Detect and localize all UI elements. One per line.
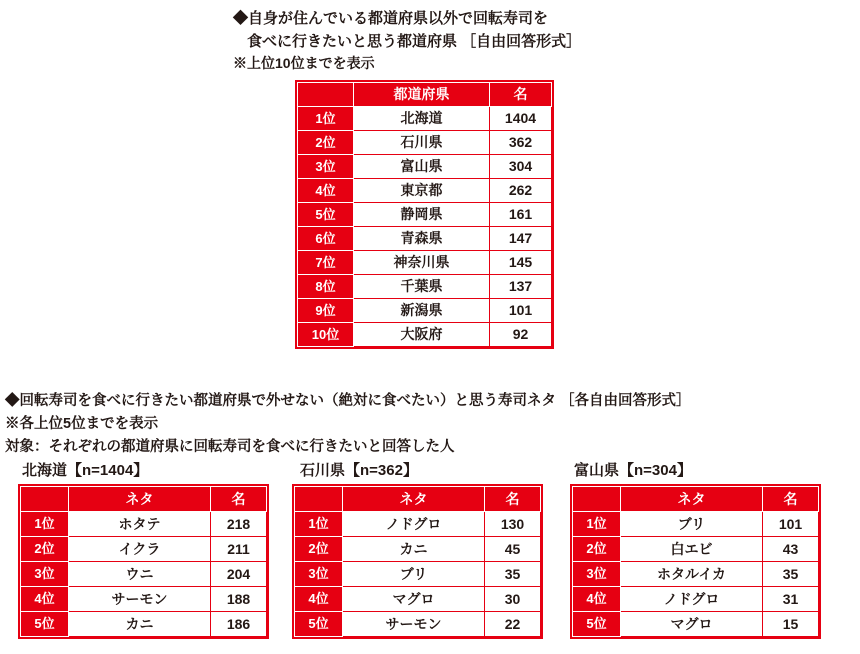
respondent-count: 35	[485, 562, 541, 587]
respondent-count: 22	[485, 612, 541, 637]
neta-ranking-table-container-toyama	[570, 484, 821, 639]
table-row	[295, 562, 541, 587]
prefecture-ranking-table	[297, 82, 552, 347]
column-header-rank	[298, 83, 354, 107]
neta-name: カニ	[343, 537, 485, 562]
top-heading-line-2: 食べに行きたいと思う都道府県 ［自由回答形式］	[247, 32, 582, 50]
rank-label: 2位	[21, 537, 69, 562]
table-row	[298, 251, 552, 275]
table-row	[21, 587, 267, 612]
neta-name: ブリ	[621, 512, 763, 537]
column-header-neta: ネタ	[621, 487, 763, 512]
neta-name: ノドグロ	[343, 512, 485, 537]
prefecture-name: 富山県	[354, 155, 490, 179]
table-row	[295, 512, 541, 537]
table-row	[298, 155, 552, 179]
rank-label: 3位	[295, 562, 343, 587]
rank-label: 5位	[21, 612, 69, 637]
table-row	[573, 537, 819, 562]
prefecture-name: 大阪府	[354, 323, 490, 347]
bottom-section-heading	[5, 390, 691, 460]
table-row	[573, 512, 819, 537]
respondent-count: 92	[490, 323, 552, 347]
header-row	[21, 487, 267, 512]
respondent-count: 45	[485, 537, 541, 562]
column-header-rank	[295, 487, 343, 512]
table-row	[573, 562, 819, 587]
respondent-count: 161	[490, 203, 552, 227]
neta-ranking-table-container-hokkaido	[18, 484, 269, 639]
respondent-count: 186	[211, 612, 267, 637]
respondent-count: 130	[485, 512, 541, 537]
respondent-count: 1404	[490, 107, 552, 131]
column-header-neta: ネタ	[343, 487, 485, 512]
table-row	[298, 131, 552, 155]
table-row	[21, 537, 267, 562]
column-header-count: 名	[490, 83, 552, 107]
respondent-count: 30	[485, 587, 541, 612]
neta-name: ホタテ	[69, 512, 211, 537]
respondent-count: 35	[763, 562, 819, 587]
respondent-count: 15	[763, 612, 819, 637]
respondent-count: 362	[490, 131, 552, 155]
top-heading-line-1: ◆自身が住んでいる都道府県以外で回転寿司を	[233, 10, 549, 27]
rank-label: 4位	[573, 587, 621, 612]
rank-label: 2位	[295, 537, 343, 562]
top-heading-line-3: ※上位10位までを表示	[233, 55, 375, 71]
rank-label: 3位	[298, 155, 354, 179]
column-header-neta: ネタ	[69, 487, 211, 512]
rank-label: 1位	[21, 512, 69, 537]
respondent-count: 101	[763, 512, 819, 537]
respondent-count: 31	[763, 587, 819, 612]
respondent-count: 262	[490, 179, 552, 203]
neta-name: カニ	[69, 612, 211, 637]
table-header	[573, 487, 819, 512]
respondent-count: 204	[211, 562, 267, 587]
table-body	[21, 512, 267, 637]
rank-label: 5位	[298, 203, 354, 227]
prefecture-name: 東京都	[354, 179, 490, 203]
respondent-count: 145	[490, 251, 552, 275]
neta-name: ブリ	[343, 562, 485, 587]
neta-name: 白エビ	[621, 537, 763, 562]
respondent-count: 43	[763, 537, 819, 562]
neta-name: ウニ	[69, 562, 211, 587]
rank-label: 3位	[573, 562, 621, 587]
rank-label: 9位	[298, 299, 354, 323]
neta-ranking-table-ishikawa	[294, 486, 541, 637]
rank-label: 5位	[573, 612, 621, 637]
rank-label: 5位	[295, 612, 343, 637]
table-row	[295, 537, 541, 562]
subtable-title-toyama: 富山県【n=304】	[574, 462, 692, 479]
respondent-count: 101	[490, 299, 552, 323]
neta-name: サーモン	[69, 587, 211, 612]
rank-label: 3位	[21, 562, 69, 587]
rank-label: 6位	[298, 227, 354, 251]
respondent-count: 218	[211, 512, 267, 537]
rank-label: 8位	[298, 275, 354, 299]
subtable-title-ishikawa: 石川県【n=362】	[300, 462, 418, 479]
table-header	[295, 487, 541, 512]
prefecture-name: 北海道	[354, 107, 490, 131]
neta-name: マグロ	[343, 587, 485, 612]
table-row	[298, 323, 552, 347]
rank-label: 1位	[298, 107, 354, 131]
neta-name: イクラ	[69, 537, 211, 562]
neta-name: ノドグロ	[621, 587, 763, 612]
table-header	[298, 83, 552, 107]
prefecture-name: 千葉県	[354, 275, 490, 299]
neta-name: マグロ	[621, 612, 763, 637]
table-row	[573, 612, 819, 637]
prefecture-name: 青森県	[354, 227, 490, 251]
header-row	[298, 83, 552, 107]
table-row	[298, 275, 552, 299]
table-row	[298, 203, 552, 227]
rank-label: 1位	[573, 512, 621, 537]
rank-label: 4位	[298, 179, 354, 203]
column-header-count: 名	[763, 487, 819, 512]
bottom-heading-line-3: 対象：それぞれの都道府県に回転寿司を食べに行きたいと回答した人	[5, 439, 455, 456]
table-row	[21, 562, 267, 587]
table-row	[295, 612, 541, 637]
prefecture-name: 神奈川県	[354, 251, 490, 275]
rank-label: 2位	[573, 537, 621, 562]
rank-label: 4位	[295, 587, 343, 612]
table-row	[21, 612, 267, 637]
prefecture-ranking-table-container	[295, 80, 554, 349]
table-row	[298, 227, 552, 251]
header-row	[573, 487, 819, 512]
rank-label: 10位	[298, 323, 354, 347]
column-header-rank	[21, 487, 69, 512]
neta-ranking-table-container-ishikawa	[292, 484, 543, 639]
rank-label: 7位	[298, 251, 354, 275]
table-row	[298, 179, 552, 203]
table-row	[295, 587, 541, 612]
rank-label: 2位	[298, 131, 354, 155]
neta-name: ホタルイカ	[621, 562, 763, 587]
respondent-count: 188	[211, 587, 267, 612]
table-body	[295, 512, 541, 637]
column-header-prefecture: 都道府県	[354, 83, 490, 107]
table-body	[573, 512, 819, 637]
table-row	[298, 107, 552, 131]
respondent-count: 304	[490, 155, 552, 179]
table-row	[298, 299, 552, 323]
table-row	[573, 587, 819, 612]
table-body	[298, 107, 552, 347]
respondent-count: 211	[211, 537, 267, 562]
column-header-count: 名	[211, 487, 267, 512]
prefecture-name: 静岡県	[354, 203, 490, 227]
neta-ranking-table-hokkaido	[20, 486, 267, 637]
rank-label: 4位	[21, 587, 69, 612]
header-row	[295, 487, 541, 512]
bottom-heading-line-2: ※各上位5位までを表示	[5, 416, 159, 433]
respondent-count: 137	[490, 275, 552, 299]
prefecture-name: 新潟県	[354, 299, 490, 323]
prefecture-name: 石川県	[354, 131, 490, 155]
neta-ranking-table-toyama	[572, 486, 819, 637]
subtable-title-hokkaido: 北海道【n=1404】	[22, 462, 149, 479]
respondent-count: 147	[490, 227, 552, 251]
column-header-rank	[573, 487, 621, 512]
rank-label: 1位	[295, 512, 343, 537]
neta-name: サーモン	[343, 612, 485, 637]
bottom-heading-line-1: ◆回転寿司を食べに行きたい都道府県で外せない（絶対に食べたい）と思う寿司ネタ ［各自由回答形式］	[5, 393, 691, 409]
top-section-heading	[233, 8, 581, 74]
table-row	[21, 512, 267, 537]
table-header	[21, 487, 267, 512]
column-header-count: 名	[485, 487, 541, 512]
